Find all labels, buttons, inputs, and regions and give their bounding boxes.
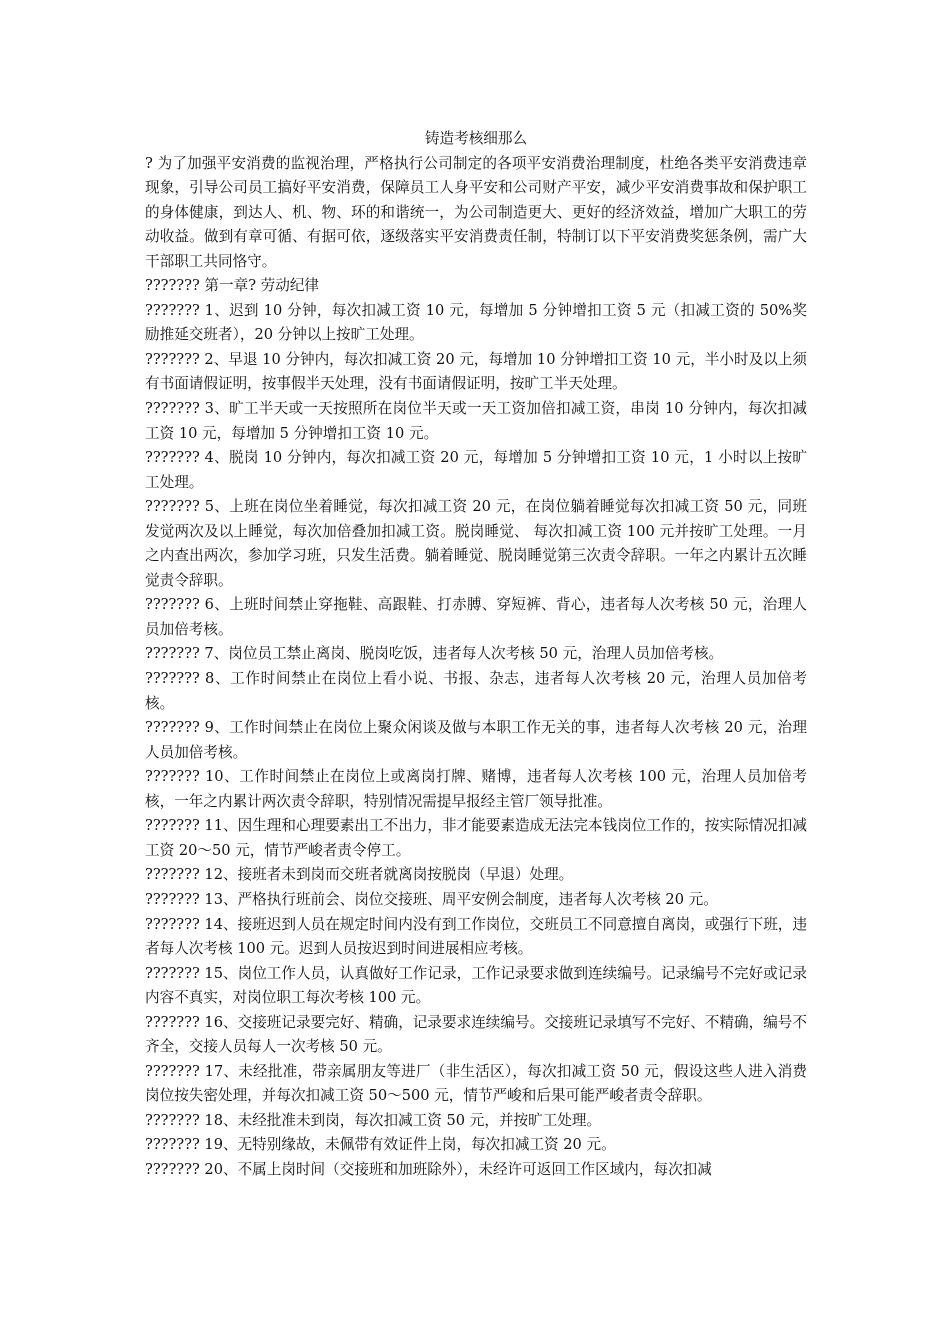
intro-paragraph: ? 为了加强平安消费的监视治理，严格执行公司制定的各项平安消费治理制度，杜绝各类平安消费违章现象，引导公司员工搞好平安消费，保障员工人身平安和公司财产平安，减少平安消费事故和保护职工的身体健康，到达人、机、物、环的和谐统一，为公司制造更大、更好的经济效益，增加广大职工的劳动收益。做到有章可循、有据可依，逐级落实平安消费责任制，特制订以下平安消费奖惩条例，需广大干部职工共同恪守。 — [145, 154, 807, 270]
chapter-heading: ??????? 第一章? 劳动纪律 — [145, 277, 320, 295]
rule-item-8: ??????? 8、工作时间禁止在岗位上看小说、书报、杂志，违者每人次考核 20 元，治理人员加倍考核。 — [145, 670, 807, 712]
rule-item-11: ??????? 11、因生理和心理要素出工不出力，非才能要素造成无法完本钱岗位工作的，按实际情况扣减工资 20～50 元，情节严峻者责令停工。 — [145, 817, 807, 859]
rule-item-7: ??????? 7、岗位员工禁止离岗、脱岗吃饭，违者每人次考核 50 元，治理人员加倍考核。 — [145, 645, 724, 663]
rule-item-18: ??????? 18、未经批准未到岗，每次扣减工资 50 元，并按旷工处理。 — [145, 1111, 602, 1129]
rule-item-10: ??????? 10、工作时间禁止在岗位上或离岗打牌、赌博，违者每人次考核 100 元，治理人员加倍考核，一年之内累计两次责令辞职，特别情况需提早报经主管厂领导批准。 — [145, 768, 807, 810]
rule-item-3: ??????? 3、旷工半天或一天按照所在岗位半天或一天工资加倍扣减工资，串岗 10 分钟内，每次扣减工资 10 元，每增加 5 分钟增扣工资 10 元。 — [145, 400, 807, 442]
rule-item-13: ??????? 13、严格执行班前会、岗位交接班、周平安例会制度，违者每人次考核 20 元。 — [145, 890, 718, 908]
rule-item-17: ??????? 17、未经批准，带亲属朋友等进厂（非生活区），每次扣减工资 50 元，假设这些人进入消费岗位按失密处理，并每次扣减工资 50～500 元，情节严峻和后果可能严峻者责令辞职。 — [145, 1062, 807, 1105]
rule-item-14: ??????? 14、接班迟到人员在规定时间内没有到工作岗位，交班员工不同意擅自离岗，或强行下班，违者每人次考核 100 元。迟到人员按迟到时间进展相应考核。 — [145, 915, 807, 958]
rule-item-20: ??????? 20、不属上岗时间（交接班和加班除外），未经许可返回工作区域内，每次扣减 — [145, 1160, 712, 1178]
rule-item-9: ??????? 9、工作时间禁止在岗位上聚众闲谈及做与本职工作无关的事，违者每人次考核 20 元，治理人员加倍考核。 — [145, 719, 807, 761]
rule-item-1: ??????? 1、迟到 10 分钟，每次扣减工资 10 元，每增加 5 分钟增扣工资 5 元（扣减工资的 50%奖励推延交班者），20 分钟以上按旷工处理。 — [145, 301, 807, 344]
rule-item-6: ??????? 6、上班时间禁止穿拖鞋、高跟鞋、打赤膊、穿短裤、背心，违者每人次考核 50 元，治理人员加倍考核。 — [145, 596, 807, 638]
document-title: 铸造考核细那么 — [424, 130, 528, 147]
rule-item-4: ??????? 4、脱岗 10 分钟内，每次扣减工资 20 元，每增加 5 分钟增扣工资 10 元，1 小时以上按旷工处理。 — [145, 449, 807, 491]
rule-item-19: ??????? 19、无特别缘故，未佩带有效证件上岗，每次扣减工资 20 元。 — [145, 1136, 616, 1154]
rule-item-15: ??????? 15、岗位工作人员，认真做好工作记录，工作记录要求做到连续编号。记录编号不完好或记录内容不真实，对岗位职工每次考核 100 元。 — [145, 964, 807, 1007]
rule-item-12: ??????? 12、接班者未到岗而交班者就离岗按脱岗（早退）处理。 — [145, 866, 574, 884]
document-body — [145, 127, 807, 1183]
rule-item-2: ??????? 2、早退 10 分钟内，每次扣减工资 20 元，每增加 10 分钟增扣工资 10 元，半小时及以上须有书面请假证明，按事假半天处理，没有书面请假证明，按旷工半天处理。 — [145, 350, 807, 393]
rule-item-5: ??????? 5、上班在岗位坐着睡觉，每次扣减工资 20 元，在岗位躺着睡觉每次扣减工资 50 元，同班发觉两次及以上睡觉，每次加倍叠加扣减工资。脱岗睡觉、 每次扣减工资 100 元并按旷工处理。一月之内查出两次，参加学习班，只发生活费。躺着睡觉、脱岗睡觉第三次责令辞职。一年之内累计五次睡觉责令辞职。 — [145, 498, 807, 589]
rule-item-16: ??????? 16、交接班记录要完好、精确，记录要求连续编号。交接班记录填写不完好、不精确，编号不齐全，交接人员每人一次考核 50 元。 — [145, 1013, 807, 1056]
